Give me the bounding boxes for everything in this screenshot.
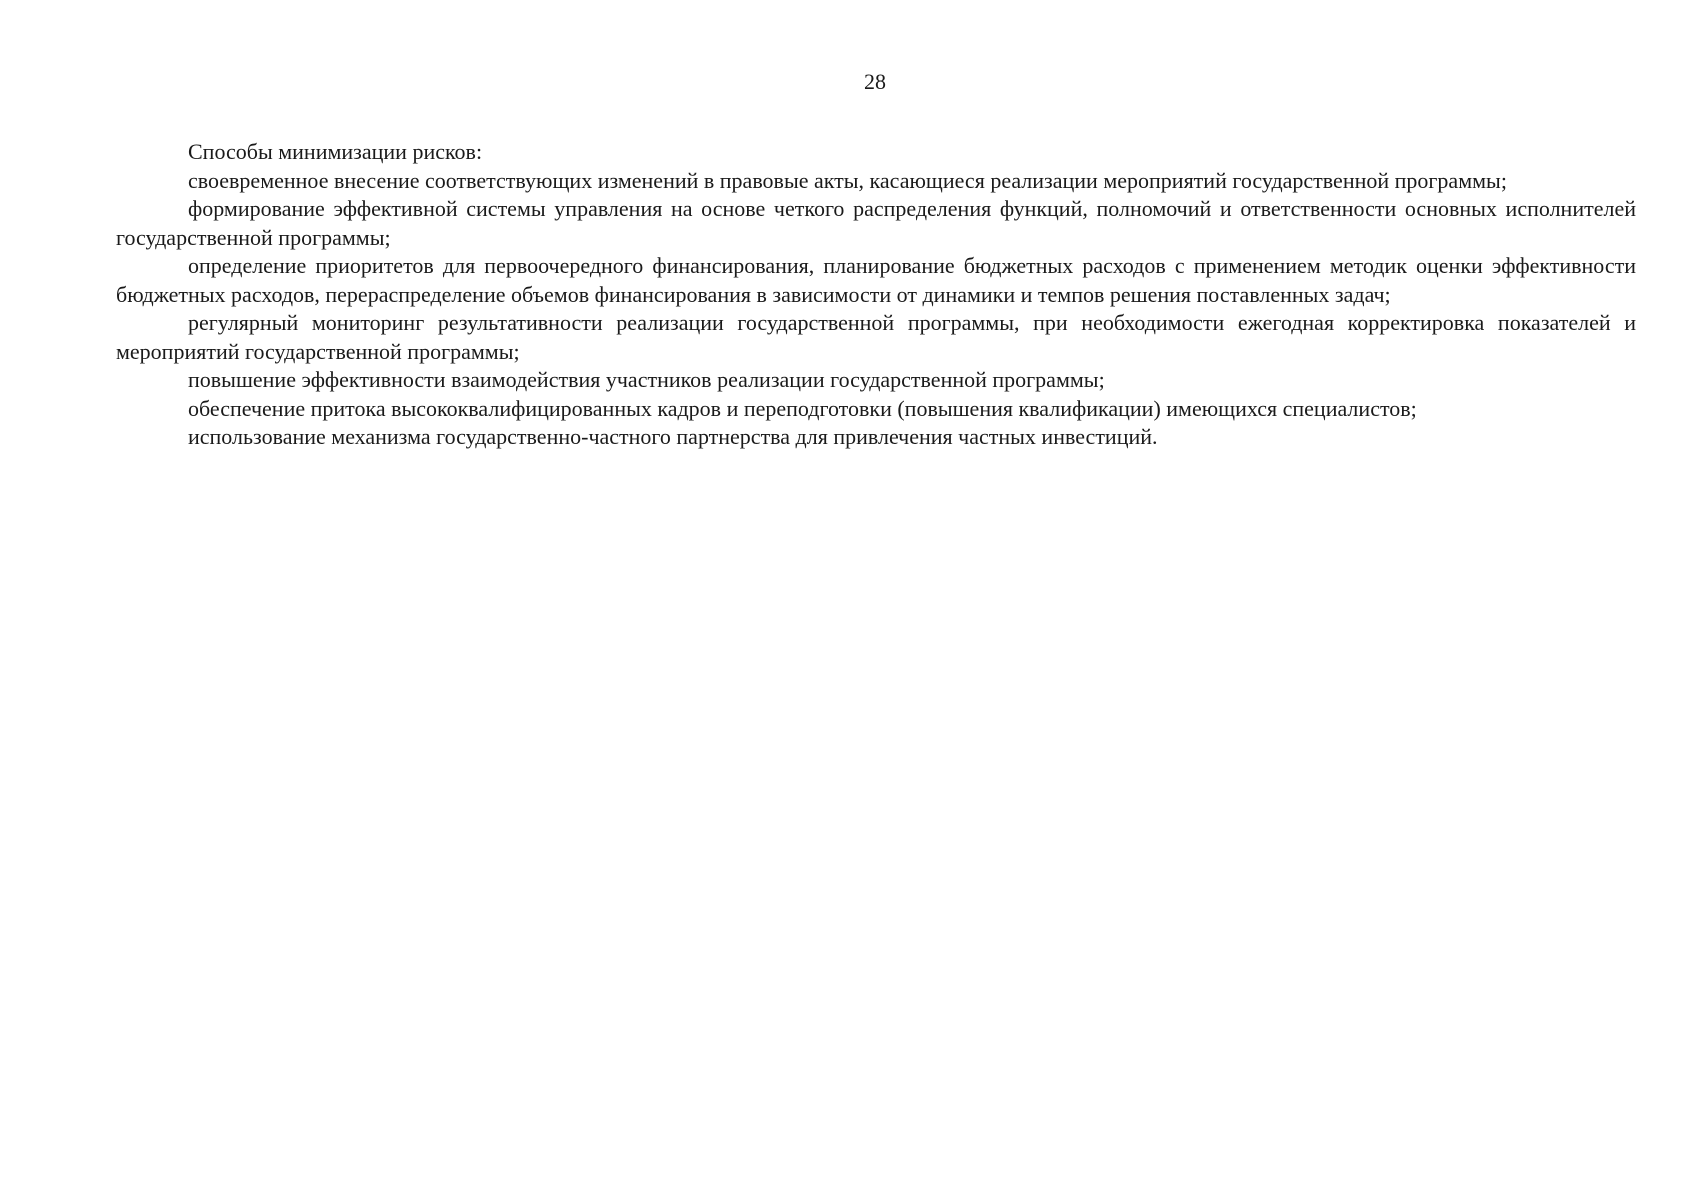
list-item: формирование эффективной системы управления на основе четкого распределения функций, полномочий и ответственности основных исполнителей государственной программы; xyxy=(116,196,1636,250)
section-heading: Способы минимизации рисков: xyxy=(188,139,483,164)
list-item: регулярный мониторинг результативности реализации государственной программы, при необходимости ежегодная корректировка показателей и мероприятий государственной программы; xyxy=(116,310,1636,364)
list-item: использование механизма государственно-частного партнерства для привлечения частных инвестиций. xyxy=(188,424,1158,449)
list-item: своевременное внесение соответствующих изменений в правовые акты, касающиеся реализации мероприятий государственной программы; xyxy=(188,167,1507,193)
list-item: обеспечение притока высококвалифицированных кадров и переподготовки (повышения квалификации) имеющихся специалистов; xyxy=(188,395,1417,421)
document-body xyxy=(116,138,1636,452)
list-item: определение приоритетов для первоочередного финансирования, планирование бюджетных расходов с применением методик оценки эффективности бюджетных расходов, перераспределение объемов финансирования в зависимости от динамики и темпов решения поставленных задач; xyxy=(116,253,1636,307)
list-item: повышение эффективности взаимодействия участников реализации государственной программы; xyxy=(188,367,1105,392)
page-number: 28 xyxy=(864,69,886,94)
